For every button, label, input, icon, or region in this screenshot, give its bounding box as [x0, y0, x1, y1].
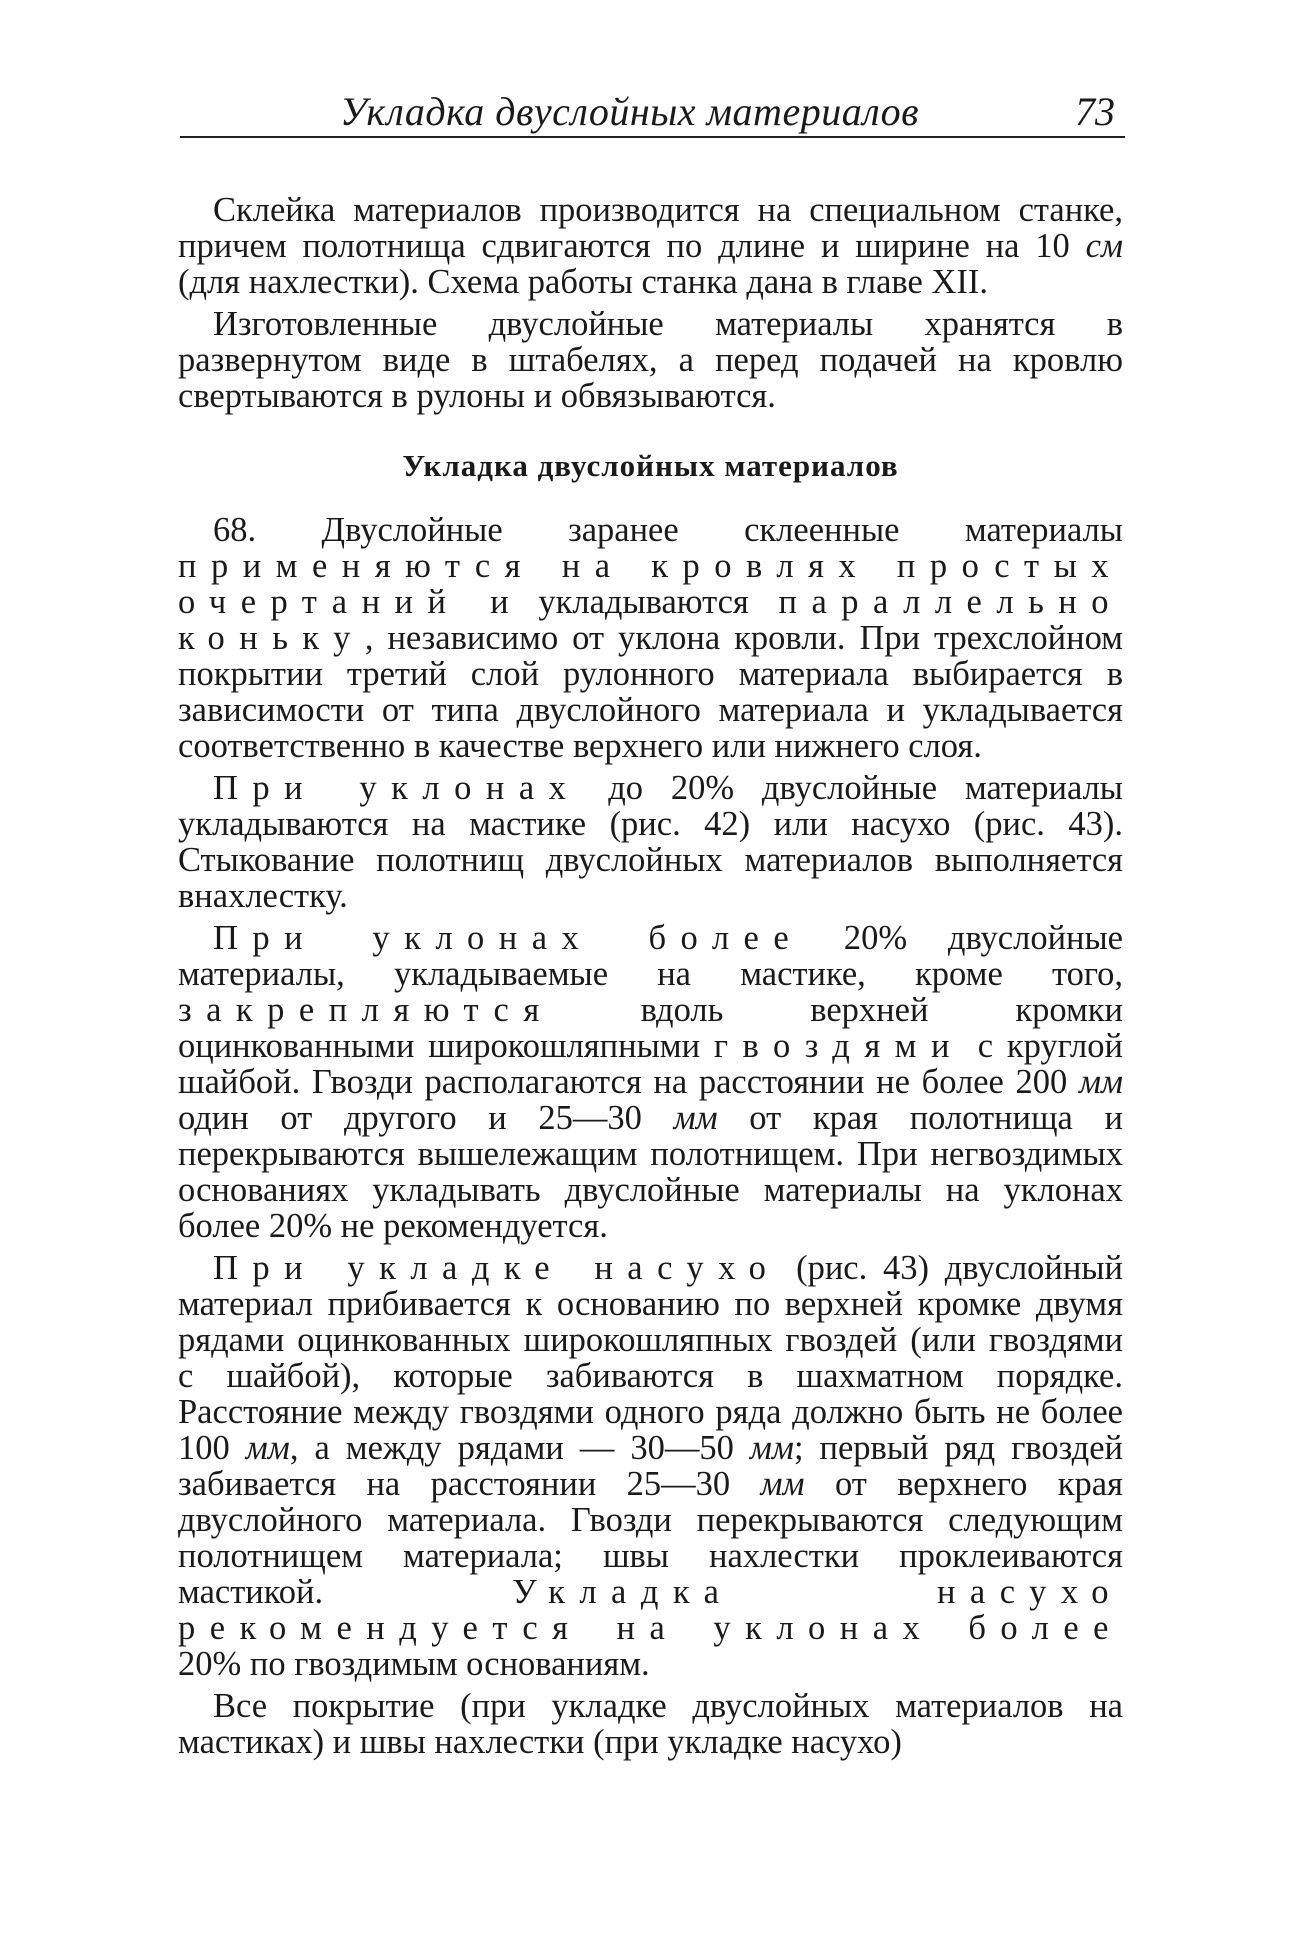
spaced-emphasis: параллельно коньку [178, 583, 1123, 657]
unit-cm: см [1085, 227, 1123, 265]
spaced-emphasis: При уклонах более [213, 919, 804, 957]
spaced-emphasis: При уклонах [213, 769, 581, 807]
unit-mm: мм [245, 1429, 290, 1467]
body-text [178, 192, 1123, 1760]
paragraph-storage: Изготовленные двуслойные материалы хранятся в развернутом виде в штабелях, а перед подачей на кровлю свертываются в рулоны и обвязываются. [178, 305, 1123, 415]
page-number: 73 [1075, 89, 1115, 134]
paragraph-68: 68. Двуслойные заранее склеенные материалы применяются на кровлях простых очертаний и укладываются параллельно коньку, независимо от уклона кровли. При трехслойном покрытии третий слой рулонного материала выбирается в зависимости от типа двуслойного материала и укладывается соответственно в качестве верхнего или нижнего слоя. [178, 511, 1123, 765]
running-header [180, 88, 1125, 138]
unit-mm: мм [760, 1465, 805, 1503]
section-heading: Укладка двуслойных материалов [402, 448, 899, 483]
unit-mm: мм [749, 1429, 794, 1467]
running-title: Укладка двуслойных материалов [340, 89, 919, 134]
spaced-emphasis: применяются на кровлях простых очертаний [178, 547, 1123, 621]
paragraph-slopes-over-20: При уклонах более 20% двуслойные материалы, укладываемые на мастике, кроме того, закрепляются вдоль верхней кромки оцинкованными широкошляпными гвоздями с круглой шайбой. Гвозди располагаются на расстоянии не более 200 мм один от другого и 25—30 мм от края полотнища и перекрываются вышележащим полотнищем. При негвоздимых основаниях укладывать двуслойные материалы на уклонах более 20% не рекомендуется. [178, 919, 1123, 1245]
spaced-emphasis: закрепляются [178, 991, 554, 1029]
paragraph-slopes-up-to-20: При уклонах до 20% двуслойные материалы укладываются на мастике (рис. 42) или насухо (рис. 43). Стыкование полотнищ двуслойных материалов выполняется внахлестку. [178, 769, 1123, 915]
spaced-emphasis: Укладка насухо рекомендуется на уклонах более [178, 1573, 1123, 1647]
paragraph-coating: Все покрытие (при укладке двуслойных материалов на мастиках) и швы нахлестки (при укладке насухо) [178, 1687, 1123, 1761]
paragraph-dry-laying: При укладке насухо (рис. 43) двуслойный материал прибивается к основанию по верхней кромке двумя рядами оцинкованных широкошляпных гвоздей (или гвоздями с шайбой), которые забиваются в шахматном порядке. Расстояние между гвоздями одного ряда должно быть не более 100 мм, а между рядами — 30—50 мм; первый ряд гвоздей забивается на расстоянии 25—30 мм от верхнего края двуслойного материала. Гвозди перекрываются следующим полотнищем материала; швы нахлестки проклеиваются мастикой. Укладка насухо рекомендуется на уклонах более 20% по гвоздимым основаниям. [178, 1249, 1124, 1683]
unit-mm: мм [673, 1099, 718, 1137]
spaced-emphasis: При укладке насухо [213, 1249, 781, 1287]
spaced-emphasis: гвоздями [713, 1027, 964, 1065]
paragraph-gluing: Склейка материалов производится на специальном станке, причем полотнища сдвигаются по длине и ширине на 10 см (для нахлестки). Схема работы станка дана в главе XII. [178, 191, 1123, 301]
unit-mm: мм [1078, 1063, 1123, 1101]
